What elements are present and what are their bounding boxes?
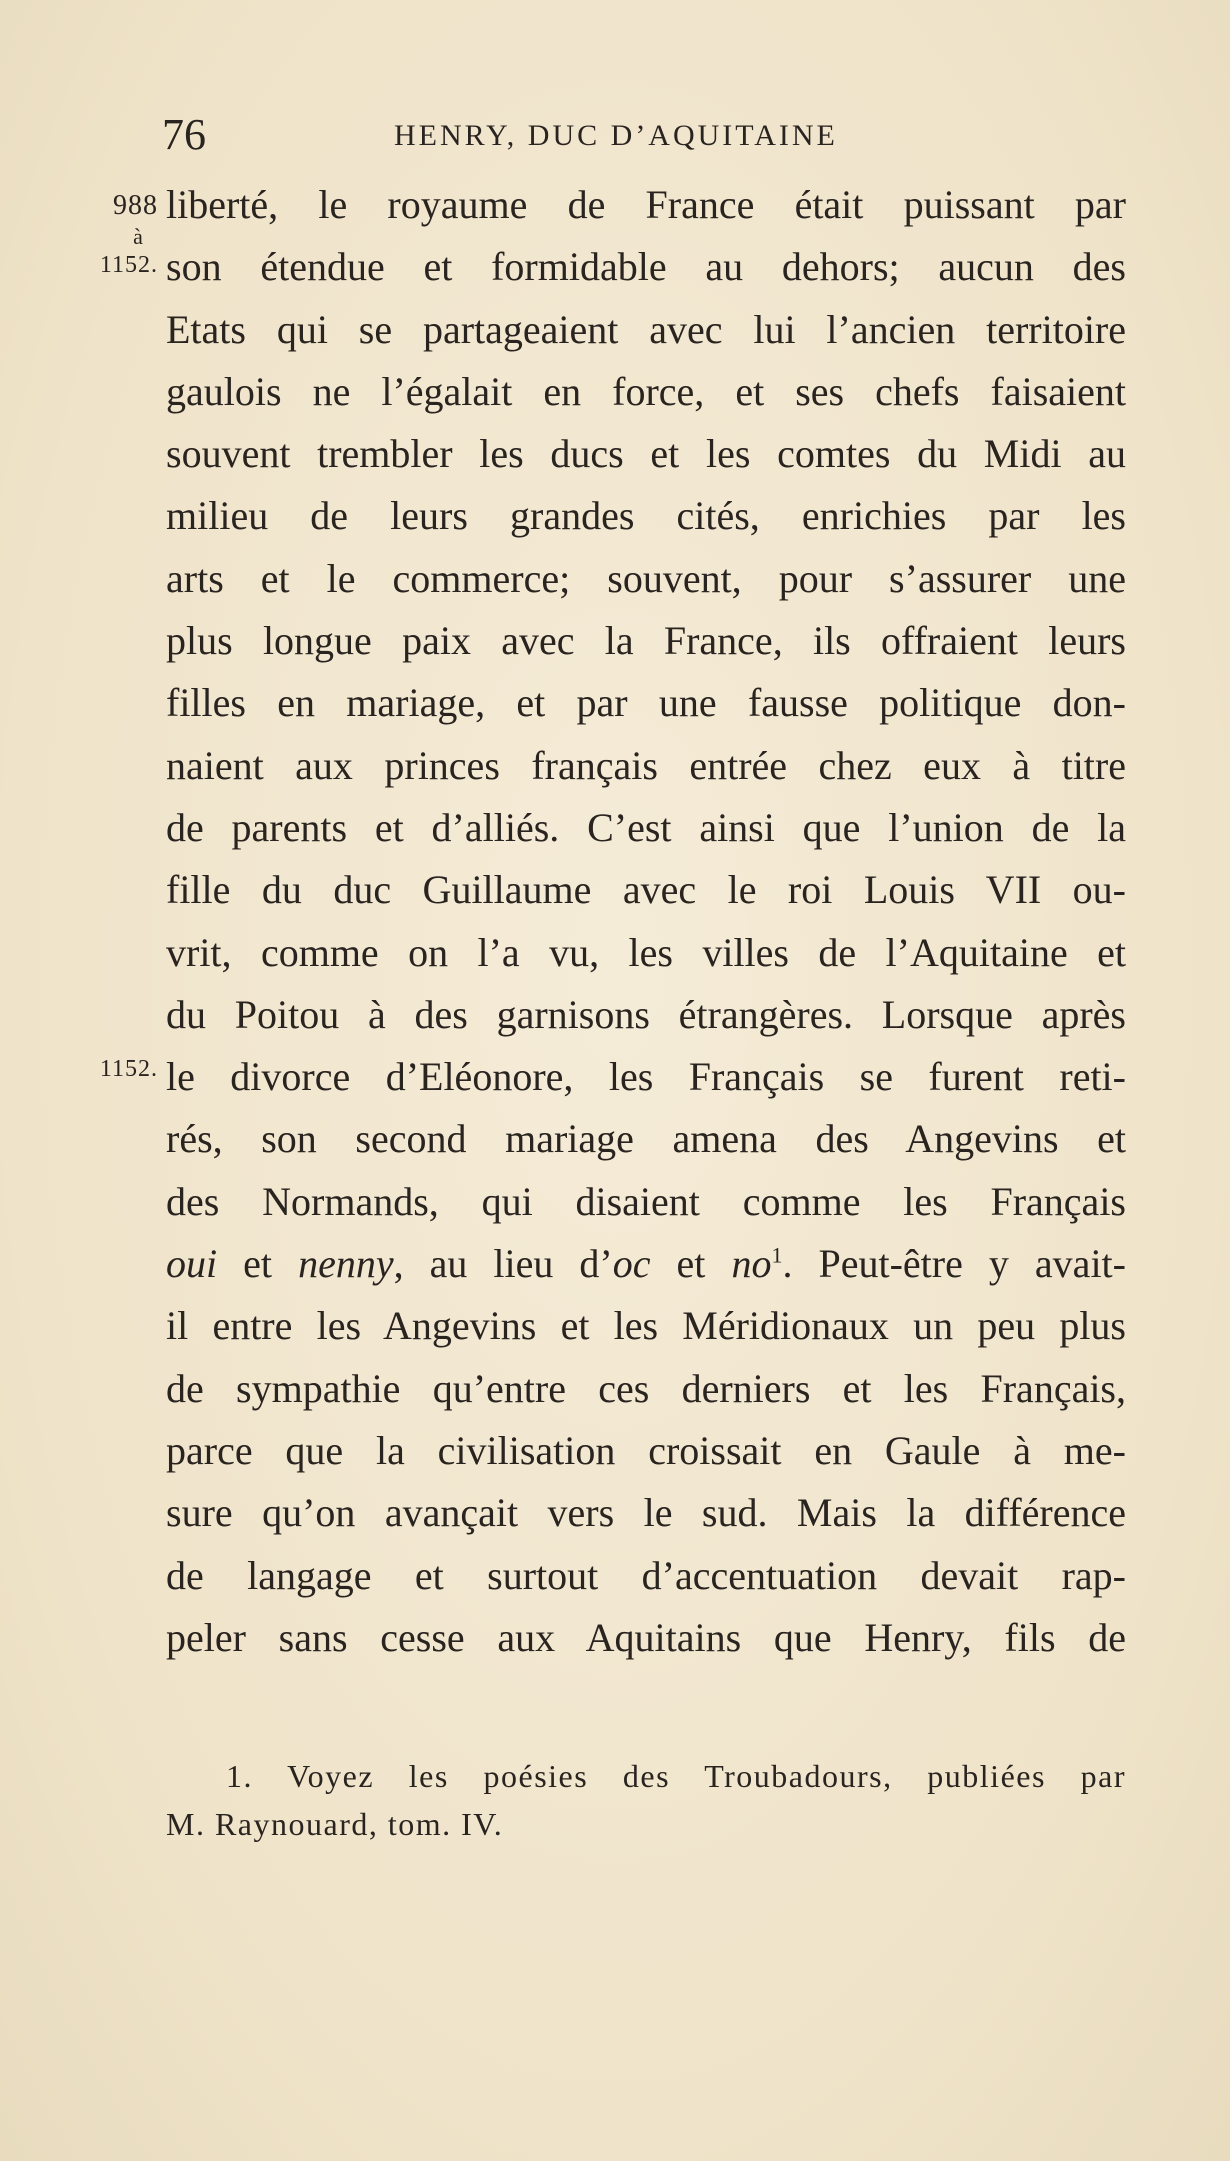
text-line: Etats qui se partageaient avec lui l’ancien territoire — [166, 306, 1126, 352]
margin-year-end: 1152. — [99, 252, 158, 278]
text-line: peler sans cesse aux Aquitains que Henry, fils de — [166, 1614, 1126, 1660]
italic-word-no: no — [731, 1241, 772, 1287]
text-line: de langage et surtout d’accentuation devait rap- — [166, 1552, 1126, 1598]
text-line: il entre les Angevins et les Méridionaux un peu plus — [166, 1303, 1126, 1349]
text-line: milieu de leurs grandes cités, enrichies par les — [166, 493, 1126, 539]
margin-notes — [0, 0, 166, 2161]
text-line: sure qu’on avançait vers le sud. Mais la différence — [166, 1490, 1126, 1536]
italic-word-oc: oc — [612, 1241, 651, 1287]
text-line: rés, son second mariage amena des Angevins et — [166, 1116, 1126, 1162]
margin-year-separator: à — [133, 224, 143, 249]
text-line: plus longue paix avec la France, ils offraient leurs — [166, 618, 1126, 664]
italic-word-oui: oui — [166, 1241, 218, 1287]
text-line: des Normands, qui disaient comme les Français — [166, 1178, 1126, 1224]
text-line: souvent trembler les ducs et les comtes du Midi au — [166, 431, 1126, 477]
text-line: liberté, le royaume de France était puissant par — [166, 182, 1126, 227]
text-line: de parents et d’alliés. C’est ainsi que l’union de la — [166, 804, 1126, 850]
footnote — [166, 1752, 1126, 1848]
text-line: vrit, comme on l’a vu, les villes de l’Aquitaine et — [166, 929, 1126, 975]
page-number: 76 — [162, 110, 206, 159]
text-fragment: et — [217, 1241, 299, 1287]
text-fragment: , au lieu d’ — [393, 1241, 613, 1287]
body-text — [166, 174, 1126, 1669]
italic-word-nenny: nenny — [298, 1241, 394, 1287]
footnote-line: M. Raynouard, tom. IV. — [166, 1806, 504, 1842]
text-line: filles en mariage, et par une fausse politique don- — [166, 680, 1126, 726]
text-line: naient aux princes français entrée chez eux à titre — [166, 742, 1126, 788]
page-header — [162, 110, 1122, 160]
text-line: arts et le commerce; souvent, pour s’assurer une — [166, 555, 1126, 601]
margin-year-start: 988 — [113, 190, 158, 221]
text-fragment: et — [650, 1241, 732, 1287]
text-line-italic — [166, 1233, 1126, 1295]
text-line: le divorce d’Eléonore, les Français se furent reti- — [166, 1054, 1126, 1100]
text-line: gaulois ne l’égalait en force, et ses chefs faisaient — [166, 368, 1126, 414]
text-fragment: . Peut-être y avait- — [782, 1241, 1126, 1287]
text-line: son étendue et formidable au dehors; aucun des — [166, 244, 1126, 290]
footnote-ref: 1 — [771, 1242, 783, 1268]
running-head: HENRY, DUC D’AQUITAINE — [394, 119, 838, 152]
footnote-line: 1. Voyez les poésies des Troubadours, publiées par — [226, 1758, 1126, 1794]
margin-year-divorce: 1152. — [99, 1056, 158, 1082]
text-line: du Poitou à des garnisons étrangères. Lorsque après — [166, 991, 1126, 1037]
text-line: de sympathie qu’entre ces derniers et les Français, — [166, 1365, 1126, 1411]
text-line: fille du duc Guillaume avec le roi Louis VII ou- — [166, 867, 1126, 913]
text-line: parce que la civilisation croissait en Gaule à me- — [166, 1427, 1126, 1473]
